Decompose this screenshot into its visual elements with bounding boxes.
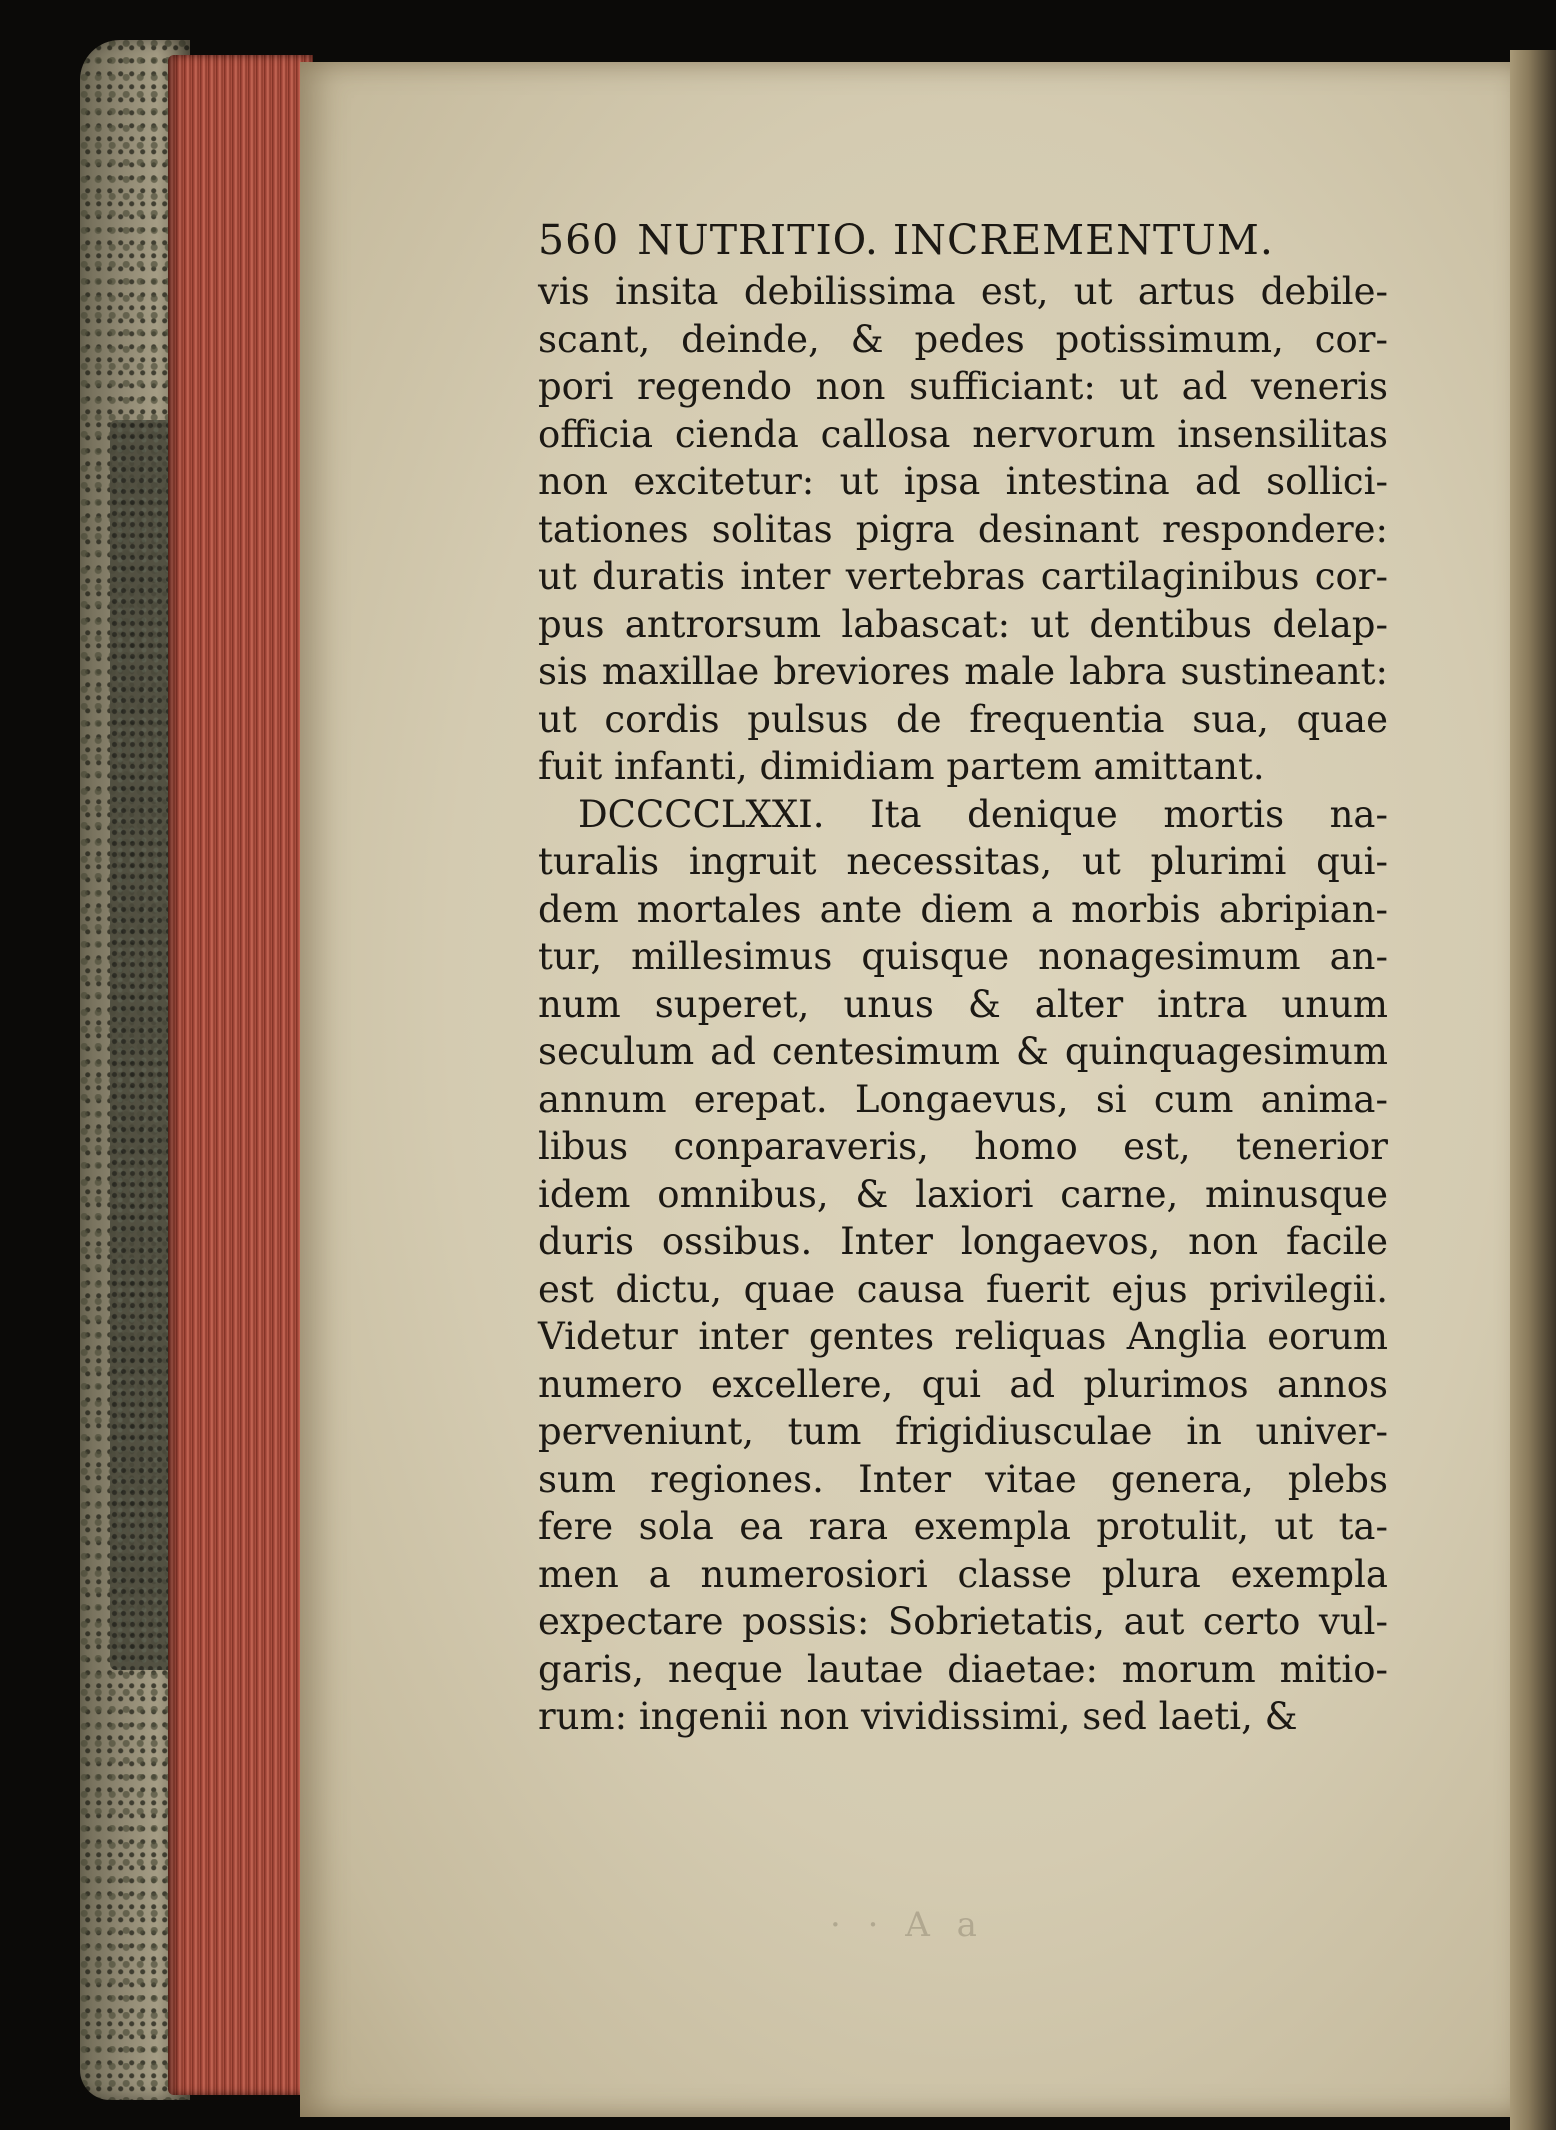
text-line: idem omnibus, & laxiori carne, minusque: [538, 1172, 1388, 1216]
text-line: scant, deinde, & pedes potissimum, cor-: [538, 317, 1388, 361]
text-line: turalis ingruit necessitas, ut plurimi qui-: [538, 840, 1388, 883]
text-line: tationes solitas pigra desinant respondere:: [538, 507, 1388, 551]
red-page-edges: [168, 55, 313, 2095]
body-text: [538, 268, 1388, 1741]
text-line: garis, neque lautae diaetae: morum mitio-: [538, 1647, 1388, 1691]
text-line: vis insita debilissima est, ut artus debile-: [538, 270, 1388, 313]
text-line: rum: ingenii non vividissimi, sed laeti, &: [538, 1695, 1298, 1738]
text-line: pori regendo non sufficiant: ut ad veneris: [538, 365, 1388, 408]
page-text-block: [538, 212, 1388, 1741]
text-line: ut duratis inter vertebras cartilaginibus cor-: [538, 555, 1388, 598]
page-number: 560: [538, 216, 620, 264]
text-line: officia cienda callosa nervorum insensilitas: [538, 412, 1388, 456]
text-line: pus antrorsum labascat: ut dentibus delap-: [538, 602, 1388, 646]
text-line: expectare possis: Sobrietatis, aut certo vul-: [538, 1600, 1388, 1643]
text-line: perveniunt, tum frigidiusculae in univer-: [538, 1410, 1388, 1453]
text-line: tur, millesimus quisque nonagesimum an-: [538, 935, 1388, 978]
show-through-mark: · · A a: [830, 1905, 985, 1945]
text-line: Videtur inter gentes reliquas Anglia eorum: [538, 1315, 1388, 1358]
facing-page-edge: [1510, 50, 1556, 2130]
running-title: NUTRITIO. INCREMENTUM.: [637, 216, 1274, 264]
text-line: fuit infanti, dimidiam partem amittant.: [538, 745, 1265, 788]
text-line: num superet, unus & alter intra unum: [538, 982, 1388, 1026]
text-line: est dictu, quae causa fuerit ejus privilegii.: [538, 1267, 1388, 1311]
text-line: dem mortales ante diem a morbis abripian-: [538, 887, 1388, 931]
text-line: sum regiones. Inter vitae genera, plebs: [538, 1457, 1388, 1501]
text-line: fere sola ea rara exempla protulit, ut ta-: [538, 1505, 1388, 1548]
text-line: sis maxillae breviores male labra sustineant:: [538, 650, 1388, 693]
text-line: seculum ad centesimum & quinquagesimum: [538, 1030, 1388, 1073]
running-header: [538, 212, 1388, 268]
text-line: duris ossibus. Inter longaevos, non facile: [538, 1220, 1388, 1263]
text-line: numero excellere, qui ad plurimos annos: [538, 1362, 1388, 1406]
text-line: libus conparaveris, homo est, tenerior: [538, 1125, 1388, 1168]
text-line: ut cordis pulsus de frequentia sua, quae: [538, 697, 1388, 741]
text-line: DCCCCLXXI. Ita denique mortis na-: [578, 792, 1388, 836]
text-line: men a numerosiori classe plura exempla: [538, 1552, 1388, 1596]
text-line: annum erepat. Longaevus, si cum anima-: [538, 1077, 1388, 1121]
text-line: non excitetur: ut ipsa intestina ad sollici-: [538, 460, 1388, 503]
